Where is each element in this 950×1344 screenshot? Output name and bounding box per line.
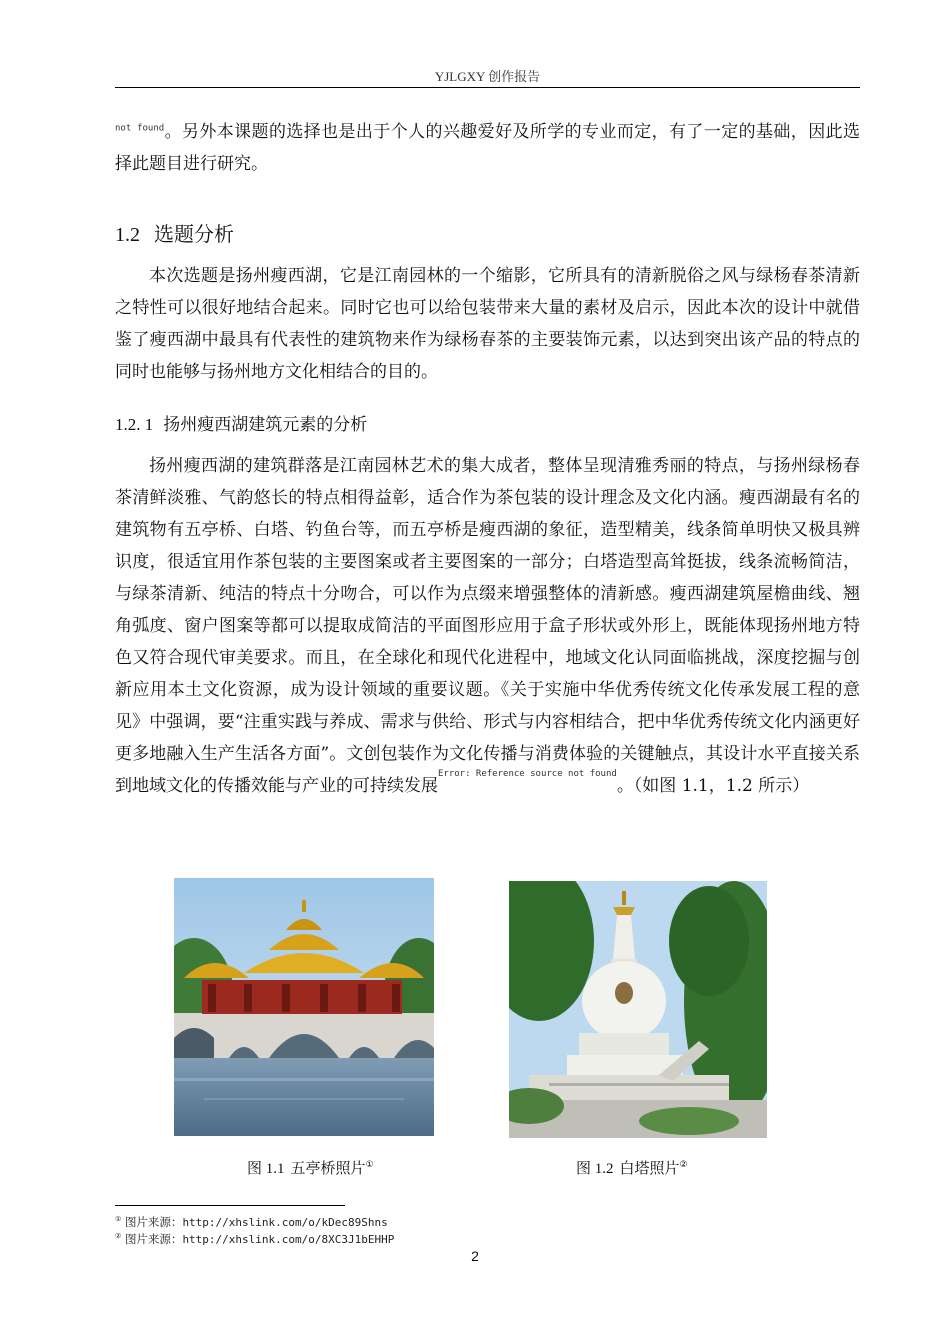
footnote-label: 图片来源： [124, 1215, 183, 1229]
footnote-label: 图片来源： [124, 1232, 183, 1246]
footnote-mark: ① [115, 1215, 122, 1224]
figure-number: 图 1.2 [576, 1161, 614, 1177]
figure-number: 图 1.1 [247, 1161, 285, 1177]
section-paragraph: 本次选题是扬州瘦西湖，它是江南园林的一个缩影，它所具有的清新脱俗之风与绿杨春茶清新之特性可以很好地结合起来。同时它也可以给包装带来大量的素材及启示，因此本次的设计中就借鉴了瘦西湖中最具有代表性的建筑物来作为绿杨春茶的主要装饰元素，以达到突出该产品的特点的同时也能够与扬州地方文化相结合的目的。 [115, 266, 860, 382]
header-rule [115, 87, 860, 88]
subsection-text: 扬州瘦西湖的建筑群落是江南园林艺术的集大成者，整体呈现清雅秀丽的特点，与扬州绿杨春茶清鲜淡雅、气韵悠长的特点相得益彰，适合作为茶包装的设计理念及文化内涵。瘦西湖最有名的建筑物有五亭桥、白塔、钓鱼台等，而五亭桥是瘦西湖的象征，造型精美，线条简单明快又极具辨识度，很适宜用作茶包装的主要图案或者主要图案的一部分；白塔造型高耸挺拔，线条流畅简洁，与绿茶清新、纯洁的特点十分吻合，可以作为点缀来增强整体的清新感。瘦西湖建筑屋檐曲线、翘角弧度、窗户图案等都可以提取成简洁的平面图形应用于盒子形状或外形上，既能体现扬州地方特色又符合现代审美要求。而且，在全球化和现代化进程中，地域文化认同面临挑战，深度挖掘与创新应用本土文化资源，成为设计领域的重要议题。《关于实施中华优秀传统文化传承发展工程的意见》中强调，要“注重实践与养成、需求与供给、形式与内容相结合，把中华优秀传统文化内涵更好更多地融入生产生活各方面”。文创包装作为文化传播与消费体验的关键触点，其设计水平直接关系到地域文化的传播效能与产业的可持续发展 [115, 456, 860, 796]
subsection-title: 扬州瘦西湖建筑元素的分析 [163, 415, 368, 435]
section-heading [115, 218, 234, 247]
subsection-heading [115, 410, 367, 435]
section-number: 1.2 [115, 224, 140, 246]
footnote-1 [115, 1214, 388, 1230]
subsection-paragraph [115, 450, 860, 802]
footnote-url: http://xhslink.com/o/kDec89Shns [182, 1216, 388, 1229]
reference-error-note: not found [115, 123, 165, 134]
subsection-number: 1.2. 1 [115, 415, 154, 434]
footnote-mark: ② [115, 1232, 122, 1241]
footnote-rule [115, 1205, 345, 1206]
subsection-tail: 。（如图 1.1，1.2 所示） [616, 776, 810, 796]
footnote-mark: ② [679, 1160, 688, 1170]
page-number: 2 [471, 1248, 479, 1264]
footnote-url: http://xhslink.com/o/8XC3J1bEHHP [182, 1233, 395, 1246]
figure-caption-text: 五亭桥照片 [290, 1159, 366, 1177]
intro-paragraph [115, 116, 860, 180]
reference-error-note: Error: Reference source not found [438, 769, 617, 779]
footnote-2 [115, 1231, 394, 1247]
footnote-mark: ① [365, 1160, 374, 1170]
figure-caption-1 [247, 1157, 374, 1178]
five-pavilion-bridge-photo [174, 878, 434, 1136]
intro-text: 。另外本课题的选择也是出于个人的兴趣爱好及所学的专业而定，有了一定的基础，因此选择此题目进行研究。 [115, 122, 860, 174]
white-pagoda-photo [509, 881, 767, 1138]
page-header: YJLGXY 创作报告 [434, 69, 541, 84]
section-title: 选题分析 [154, 222, 234, 246]
figure-caption-text: 白塔照片 [619, 1159, 680, 1177]
figure-caption-2 [576, 1157, 688, 1178]
